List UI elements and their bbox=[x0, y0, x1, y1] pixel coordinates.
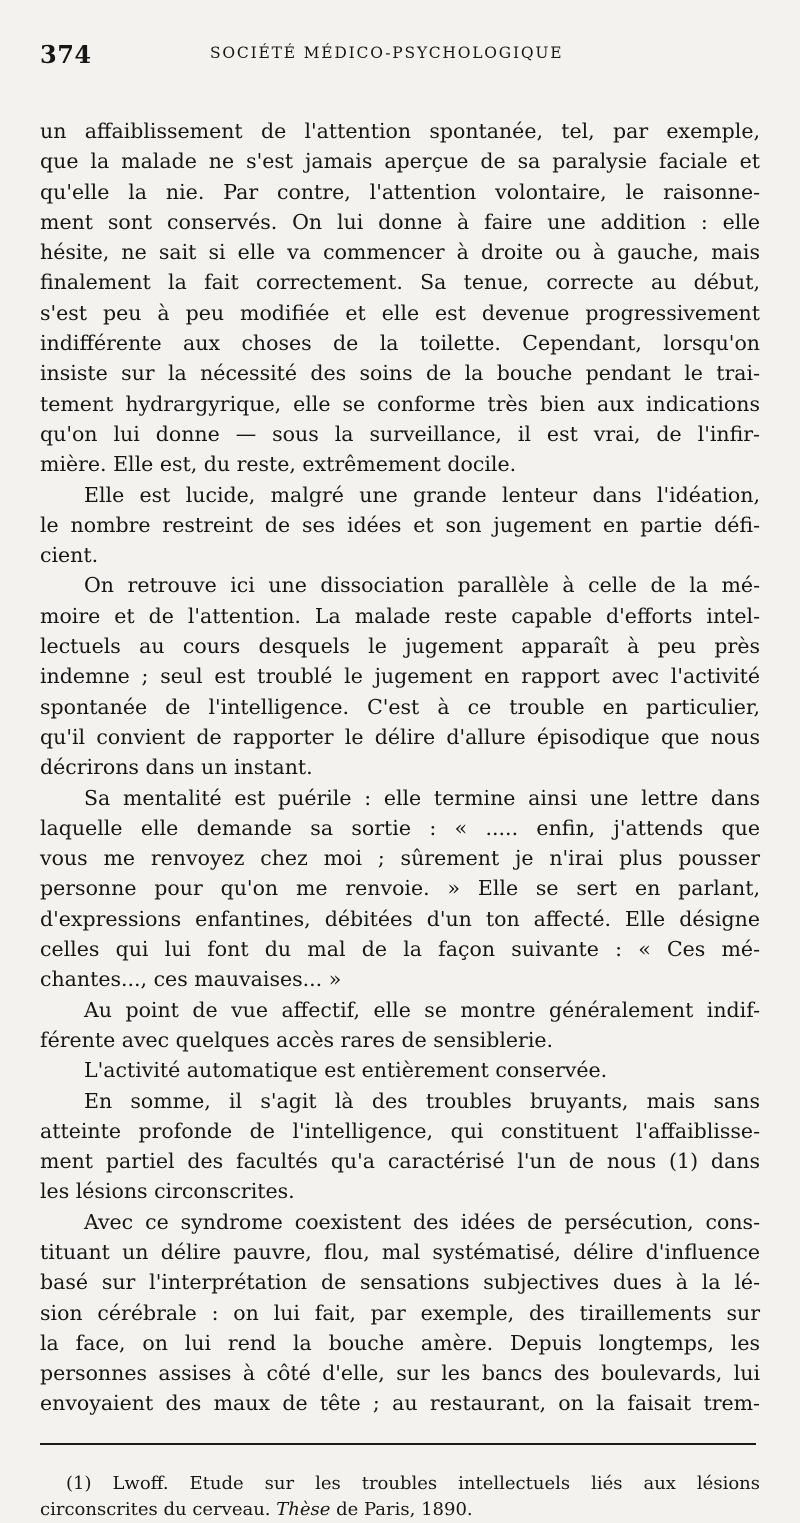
footnote-rule bbox=[40, 1443, 756, 1445]
text-line: Au point de vue affectif, elle se montre généralement indif- bbox=[84, 997, 760, 1022]
text-line: insiste sur la nécessité des soins de la bouche pendant le trai- bbox=[40, 361, 760, 386]
text-line: Elle est lucide, malgré une grande lenteur dans l'idéation, bbox=[84, 482, 760, 507]
text-line: ment partiel des facultés qu'a caractérisé l'un de nous (1) dans bbox=[40, 1149, 760, 1174]
text-line: chantes..., ces mauvaises... » bbox=[40, 967, 342, 992]
text-line: la face, on lui rend la bouche amère. Depuis longtemps, les bbox=[40, 1330, 760, 1355]
text-line: atteinte profonde de l'intelligence, qui constituent l'affaiblisse- bbox=[40, 1118, 760, 1143]
text-line: L'activité automatique est entièrement conservée. bbox=[84, 1058, 608, 1083]
text-line: ment sont conservés. On lui donne à faire une addition : elle bbox=[40, 209, 760, 234]
text-line: personne pour qu'on me renvoie. » Elle se sert en parlant, bbox=[40, 876, 760, 901]
text-line: finalement la fait correctement. Sa tenue, correcte au début, bbox=[40, 270, 760, 295]
page-number: 374 bbox=[40, 40, 92, 69]
text-line: lectuels au cours desquels le jugement apparaît à peu près bbox=[40, 634, 760, 659]
text-line: hésite, ne sait si elle va commencer à droite ou à gauche, mais bbox=[40, 240, 760, 265]
text-line: celles qui lui font du mal de la façon suivante : « Ces mé- bbox=[40, 937, 760, 962]
page-header bbox=[40, 36, 760, 78]
text-line: indifférente aux choses de la toilette. Cependant, lorsqu'on bbox=[40, 331, 760, 356]
footnote-text: de Paris, 1890. bbox=[330, 1498, 473, 1520]
text-line: tement hydrargyrique, elle se conforme très bien aux indications bbox=[40, 391, 760, 416]
running-head: SOCIÉTÉ MÉDICO-PSYCHOLOGIQUE bbox=[210, 44, 564, 62]
text-line: d'expressions enfantines, débitées d'un ton affecté. Elle désigne bbox=[40, 906, 760, 931]
text-line: s'est peu à peu modifiée et elle est devenue progressivement bbox=[40, 300, 760, 325]
text-line: Sa mentalité est puérile : elle termine ainsi une lettre dans bbox=[84, 785, 760, 810]
body-text bbox=[40, 116, 760, 1419]
footnote-line bbox=[40, 1497, 760, 1523]
footnote-line: (1) Lwoff. Etude sur les troubles intellectuels liés aux lésions bbox=[66, 1472, 760, 1494]
text-line: le nombre restreint de ses idées et son jugement en partie défi- bbox=[40, 512, 760, 537]
text-line: laquelle elle demande sa sortie : « ..... enfin, j'attends que bbox=[40, 815, 760, 840]
footnote bbox=[40, 1471, 760, 1523]
text-line: un affaiblissement de l'attention spontanée, tel, par exemple, bbox=[40, 119, 760, 143]
text-line: En somme, il s'agit là des troubles bruyants, mais sans bbox=[84, 1088, 760, 1113]
text-line: On retrouve ici une dissociation parallèle à celle de la mé- bbox=[84, 573, 760, 598]
text-line: cient. bbox=[40, 543, 99, 568]
text-line: férente avec quelques accès rares de sensiblerie. bbox=[40, 1027, 554, 1052]
footnote-italic-text: Thèse bbox=[276, 1498, 331, 1520]
text-line: mière. Elle est, du reste, extrêmement docile. bbox=[40, 452, 517, 477]
text-line: vous me renvoyez chez moi ; sûrement je n'irai plus pousser bbox=[40, 846, 760, 871]
text-line: sion cérébrale : on lui fait, par exemple, des tiraillements sur bbox=[40, 1300, 760, 1325]
text-line: spontanée de l'intelligence. C'est à ce trouble en particulier, bbox=[40, 694, 760, 719]
text-line: qu'il convient de rapporter le délire d'allure épisodique que nous bbox=[40, 724, 760, 749]
text-line: tituant un délire pauvre, flou, mal systématisé, délire d'influence bbox=[40, 1239, 760, 1264]
text-line: basé sur l'interprétation de sensations subjectives dues à la lé- bbox=[40, 1270, 760, 1295]
text-line: décrirons dans un instant. bbox=[40, 755, 313, 780]
text-line: envoyaient des maux de tête ; au restaurant, on la faisait trem- bbox=[40, 1391, 760, 1416]
text-line: que la malade ne s'est jamais aperçue de sa paralysie faciale et bbox=[40, 149, 760, 174]
text-line: personnes assises à côté d'elle, sur les bancs des boulevards, lui bbox=[40, 1361, 760, 1386]
text-line: moire et de l'attention. La malade reste capable d'efforts intel- bbox=[40, 603, 760, 628]
text-line: les lésions circonscrites. bbox=[40, 1179, 295, 1204]
text-line: qu'elle la nie. Par contre, l'attention volontaire, le raisonne- bbox=[40, 179, 760, 204]
text-line: Avec ce syndrome coexistent des idées de persécution, cons- bbox=[84, 1209, 760, 1234]
footnote-text: circonscrites du cerveau. bbox=[40, 1498, 277, 1520]
text-line: indemne ; seul est troublé le jugement en rapport avec l'activité bbox=[40, 664, 760, 689]
text-line: qu'on lui donne — sous la surveillance, il est vrai, de l'infir- bbox=[40, 421, 760, 446]
